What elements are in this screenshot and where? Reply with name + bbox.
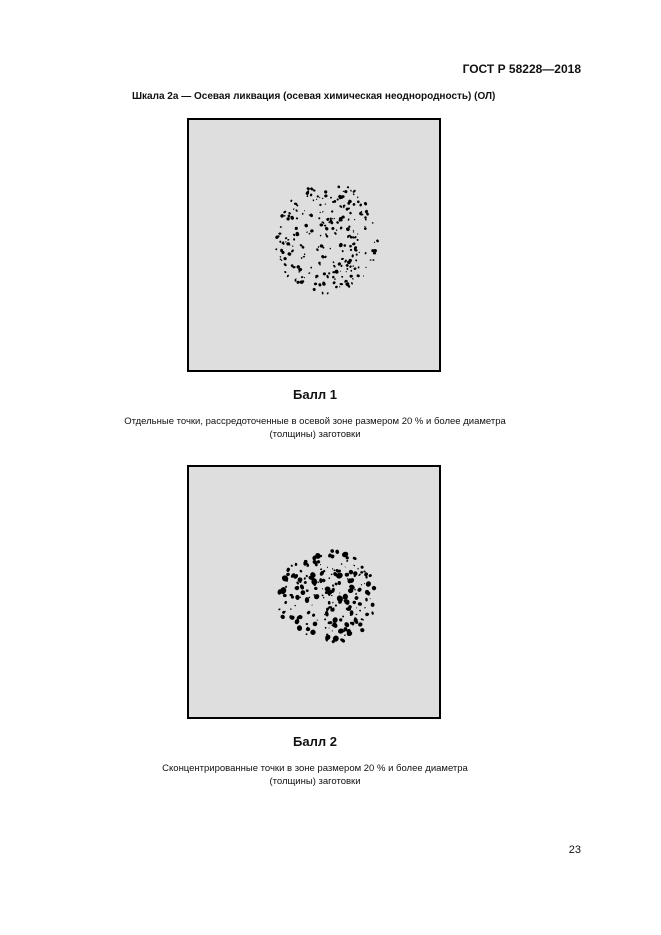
segregation-spot (365, 219, 367, 221)
segregation-spot (295, 209, 298, 212)
segregation-spot (352, 193, 354, 195)
segregation-spot (326, 218, 329, 222)
segregation-spot (314, 282, 318, 285)
segregation-spot (330, 196, 333, 199)
segregation-spot (371, 603, 375, 607)
segregation-spot (352, 556, 357, 560)
grade-1-description-line-2: (толщины) заготовки (269, 429, 361, 440)
segregation-spot (326, 292, 329, 295)
segregation-spot (339, 592, 340, 593)
segregation-spot (319, 197, 320, 199)
segregation-spot (353, 267, 357, 271)
segregation-spot (357, 568, 359, 570)
segregation-spot (343, 244, 346, 247)
segregation-spot (336, 594, 344, 603)
segregation-spot (357, 266, 359, 269)
segregation-spot (333, 264, 336, 268)
scale-title: Шкала 2а — Осевая ликвация (осевая химическая неоднородность) (ОЛ) (132, 91, 496, 102)
segregation-spot (291, 249, 295, 253)
segregation-spot (303, 256, 306, 258)
segregation-spot (322, 588, 323, 589)
segregation-spot (331, 210, 334, 213)
segregation-spot (284, 271, 287, 274)
segregation-spot (358, 251, 360, 253)
segregation-spot (349, 245, 352, 248)
segregation-spot (294, 279, 297, 282)
segregation-spot (324, 634, 331, 642)
segregation-spot (363, 201, 367, 205)
grade-2-description-line-1: Сконцентрированные точки в зоне размером 20 % и более диаметра (162, 763, 468, 774)
segregation-spot (293, 238, 296, 241)
segregation-spot (330, 549, 335, 554)
segregation-spot (275, 248, 278, 251)
segregation-spot (284, 215, 286, 216)
segregation-spot (360, 565, 364, 569)
segregation-spot (339, 283, 343, 286)
segregation-spot (304, 223, 308, 227)
segregation-spot (355, 614, 357, 616)
segregation-spot (331, 574, 333, 576)
segregation-spot (357, 233, 359, 235)
segregation-spot (365, 612, 370, 617)
segregation-spot (334, 582, 338, 586)
segregation-spot (333, 569, 335, 571)
segregation-spot (336, 221, 340, 224)
segregation-spot (304, 253, 306, 255)
segregation-spot (342, 191, 344, 193)
segregation-spot (316, 195, 319, 198)
segregation-spot (295, 595, 300, 601)
segregation-spot (360, 571, 363, 574)
segregation-spot (363, 275, 364, 276)
grade-1-label: Балл 1 (293, 387, 337, 402)
segregation-spot (339, 286, 341, 288)
segregation-spot (318, 246, 320, 248)
segregation-spot (344, 572, 349, 577)
segregation-spot (318, 217, 321, 220)
segregation-spot (342, 615, 344, 617)
segregation-spot (320, 564, 321, 565)
segregation-spot (323, 597, 325, 599)
segregation-spot (371, 585, 377, 591)
segregation-spot (368, 574, 372, 578)
segregation-spot (360, 627, 366, 632)
segregation-spot (354, 219, 356, 221)
segregation-spot (316, 248, 319, 252)
segregation-spot (349, 212, 352, 215)
segregation-spot (352, 571, 358, 577)
segregation-spot (344, 634, 346, 636)
segregation-spot (337, 185, 340, 188)
segregation-spot (310, 629, 317, 636)
segregation-spot (359, 609, 361, 611)
segregation-spot (343, 621, 350, 628)
segregation-spot (283, 210, 287, 214)
segregation-spot (347, 218, 349, 221)
page-number: 23 (568, 844, 581, 856)
segregation-spot (292, 233, 295, 236)
segregation-spot (357, 587, 363, 593)
segregation-spot (361, 584, 363, 586)
segregation-spot (352, 278, 354, 280)
segregation-spot (364, 252, 367, 255)
segregation-spot (287, 252, 292, 257)
segregation-spot (328, 577, 330, 579)
segregation-spot (334, 278, 336, 280)
segregation-spot (353, 231, 355, 233)
segregation-spot (320, 568, 322, 570)
segregation-spot (349, 265, 352, 268)
grade-1-description (0, 415, 630, 441)
segregation-spot (308, 233, 310, 235)
segregation-spot (280, 614, 286, 620)
segregation-spot (317, 619, 319, 620)
segregation-spot (334, 604, 337, 607)
segregation-spot (353, 564, 355, 566)
segregation-spot (338, 242, 343, 247)
segregation-spot (356, 274, 360, 278)
segregation-spot (357, 196, 359, 198)
segregation-spot (293, 208, 295, 210)
segregation-spot (283, 594, 287, 598)
segregation-spot (336, 198, 339, 201)
segregation-spot (306, 231, 308, 233)
segregation-spot (359, 203, 362, 207)
segregation-spot (374, 241, 376, 243)
segregation-spot (339, 226, 342, 230)
segregation-spot (354, 595, 359, 600)
segregation-spot (302, 213, 304, 215)
segregation-spot (355, 593, 357, 596)
segregation-spot (356, 239, 359, 242)
segregation-spot (329, 217, 332, 220)
segregation-spot (323, 272, 327, 275)
segregation-spot (350, 249, 353, 251)
segregation-spot (352, 600, 356, 604)
segregation-spot (346, 560, 349, 563)
segregation-spot (286, 217, 290, 221)
segregation-spot (306, 610, 311, 615)
grade-1-description-line-1: Отдельные точки, рассредоточенные в осевой зоне размером 20 % и более диаметра (124, 416, 506, 427)
segregation-spot (312, 621, 318, 627)
segregation-spot (331, 595, 333, 596)
segregation-spot (280, 259, 282, 261)
segregation-spot (298, 271, 300, 272)
segregation-spot (324, 226, 329, 231)
segregation-spot (309, 193, 312, 197)
segregation-spot (332, 568, 333, 570)
segregation-spot (363, 570, 365, 572)
segregation-spot (305, 575, 308, 578)
segregation-spot (352, 189, 356, 193)
segregation-spot (352, 242, 356, 246)
segregation-spot (350, 270, 352, 272)
grade-2-description-line-2: (толщины) заготовки (269, 776, 361, 787)
segregation-spot (314, 587, 318, 591)
segregation-spot (285, 241, 287, 243)
segregation-spot (279, 241, 281, 243)
segregation-spot (372, 222, 374, 224)
segregation-spot (322, 198, 324, 200)
segregation-spot (331, 630, 333, 632)
segregation-spot (308, 272, 311, 274)
segregation-spot (310, 229, 315, 233)
segregation-spot (300, 589, 306, 595)
segregation-spot (351, 254, 354, 258)
segregation-spot (363, 227, 367, 231)
segregation-spot (365, 266, 367, 268)
segregation-spot (336, 229, 338, 231)
segregation-spot (300, 257, 302, 259)
segregation-spot (305, 589, 309, 592)
segregation-spot (295, 227, 299, 231)
segregation-spot (310, 266, 313, 269)
segregation-spot (290, 564, 293, 567)
segregation-spot (319, 223, 323, 226)
segregation-spot (301, 276, 304, 279)
segregation-spot (322, 211, 324, 213)
segregation-spot (350, 190, 352, 192)
segregation-spot (324, 224, 327, 226)
segregation-spot (296, 280, 300, 284)
segregation-spot (349, 274, 353, 278)
segregation-spot (332, 602, 334, 604)
segregation-spot (283, 263, 287, 267)
segregation-spot (303, 581, 307, 585)
segregation-spot (355, 259, 358, 262)
segregation-spot (364, 226, 366, 228)
segregation-spot (341, 258, 345, 261)
segregation-spot (287, 239, 290, 241)
segregation-spot (299, 597, 301, 598)
segregation-spot (296, 217, 299, 219)
segregation-spot (356, 253, 358, 255)
segregation-spot (317, 581, 319, 583)
segregation-spot (324, 190, 328, 194)
macrostructure-image-grade-2 (187, 465, 441, 719)
segregation-spot (324, 203, 326, 204)
segregation-spot (326, 275, 329, 279)
segregation-spot (337, 581, 341, 585)
segregation-spot (290, 215, 295, 220)
segregation-spot (345, 207, 349, 211)
segregation-spot (305, 633, 307, 635)
segregation-spot (328, 601, 331, 605)
segregation-spot (304, 277, 306, 279)
concentrated-points-pattern (189, 467, 439, 717)
segregation-spot (329, 248, 331, 250)
standard-number: ГОСТ Р 58228—2018 (462, 62, 581, 76)
segregation-spot (357, 200, 360, 203)
segregation-spot (333, 218, 335, 220)
segregation-spot (334, 232, 337, 236)
segregation-spot (345, 271, 347, 273)
segregation-spot (312, 199, 314, 201)
segregation-spot (357, 602, 362, 607)
segregation-spot (312, 288, 316, 292)
segregation-spot (353, 230, 355, 232)
segregation-spot (339, 205, 343, 209)
segregation-spot (347, 186, 350, 189)
segregation-spot (327, 621, 332, 625)
segregation-spot (372, 259, 374, 261)
segregation-spot (290, 199, 293, 202)
segregation-spot (352, 203, 356, 207)
segregation-spot (328, 272, 331, 275)
segregation-spot (341, 276, 343, 278)
segregation-spot (319, 212, 321, 214)
segregation-spot (324, 618, 327, 621)
segregation-spot (280, 226, 282, 228)
segregation-spot (303, 577, 306, 580)
segregation-spot (286, 274, 289, 277)
segregation-spot (340, 270, 341, 271)
segregation-spot (327, 566, 329, 568)
macrostructure-image-grade-1 (187, 118, 441, 372)
segregation-spot (335, 549, 340, 554)
segregation-spot (332, 584, 335, 587)
segregation-spot (288, 212, 291, 215)
segregation-spot (284, 601, 288, 605)
segregation-spot (335, 285, 339, 289)
segregation-spot (287, 214, 291, 218)
segregation-spot (345, 566, 346, 567)
segregation-spot (290, 608, 292, 610)
segregation-spot (364, 607, 366, 609)
segregation-spot (370, 598, 371, 599)
segregation-spot (324, 627, 326, 629)
grade-2-description (0, 762, 630, 788)
segregation-spot (352, 265, 354, 267)
segregation-spot (332, 261, 334, 264)
segregation-spot (346, 268, 349, 271)
segregation-spot (320, 235, 322, 237)
segregation-spot (324, 194, 328, 198)
segregation-spot (313, 593, 320, 600)
segregation-spot (304, 210, 305, 211)
segregation-spot (282, 610, 286, 614)
segregation-spot (321, 594, 323, 596)
segregation-spot (278, 232, 281, 234)
segregation-spot (307, 195, 309, 197)
segregation-spot (297, 625, 303, 631)
segregation-spot (350, 610, 354, 616)
scattered-points-pattern (189, 120, 439, 370)
segregation-spot (316, 199, 317, 200)
segregation-spot (319, 203, 322, 206)
segregation-spot (369, 259, 371, 261)
segregation-spot (356, 607, 358, 609)
segregation-spot (286, 567, 291, 572)
segregation-spot (332, 275, 335, 278)
segregation-spot (280, 256, 282, 258)
segregation-spot (299, 569, 303, 573)
segregation-spot (311, 613, 315, 617)
segregation-spot (278, 608, 281, 611)
segregation-spot (285, 237, 288, 240)
segregation-spot (371, 611, 374, 615)
segregation-spot (332, 218, 334, 219)
segregation-spot (295, 563, 298, 566)
segregation-spot (322, 292, 324, 295)
segregation-spot (364, 572, 369, 577)
segregation-spot (376, 239, 380, 243)
segregation-spot (342, 250, 344, 253)
segregation-spot (311, 604, 312, 605)
segregation-spot (292, 245, 293, 247)
segregation-spot (354, 589, 356, 591)
segregation-spot (329, 627, 330, 628)
segregation-spot (318, 283, 322, 287)
segregation-spot (365, 598, 368, 602)
segregation-spot (351, 282, 353, 285)
segregation-spot (331, 226, 335, 230)
segregation-spot (342, 593, 348, 600)
segregation-spot (280, 213, 285, 218)
segregation-spot (339, 618, 343, 622)
segregation-spot (283, 257, 287, 261)
segregation-spot (364, 583, 366, 585)
grade-2-label: Балл 2 (293, 734, 337, 749)
segregation-spot (306, 623, 309, 625)
segregation-spot (344, 189, 348, 193)
segregation-spot (341, 563, 343, 565)
